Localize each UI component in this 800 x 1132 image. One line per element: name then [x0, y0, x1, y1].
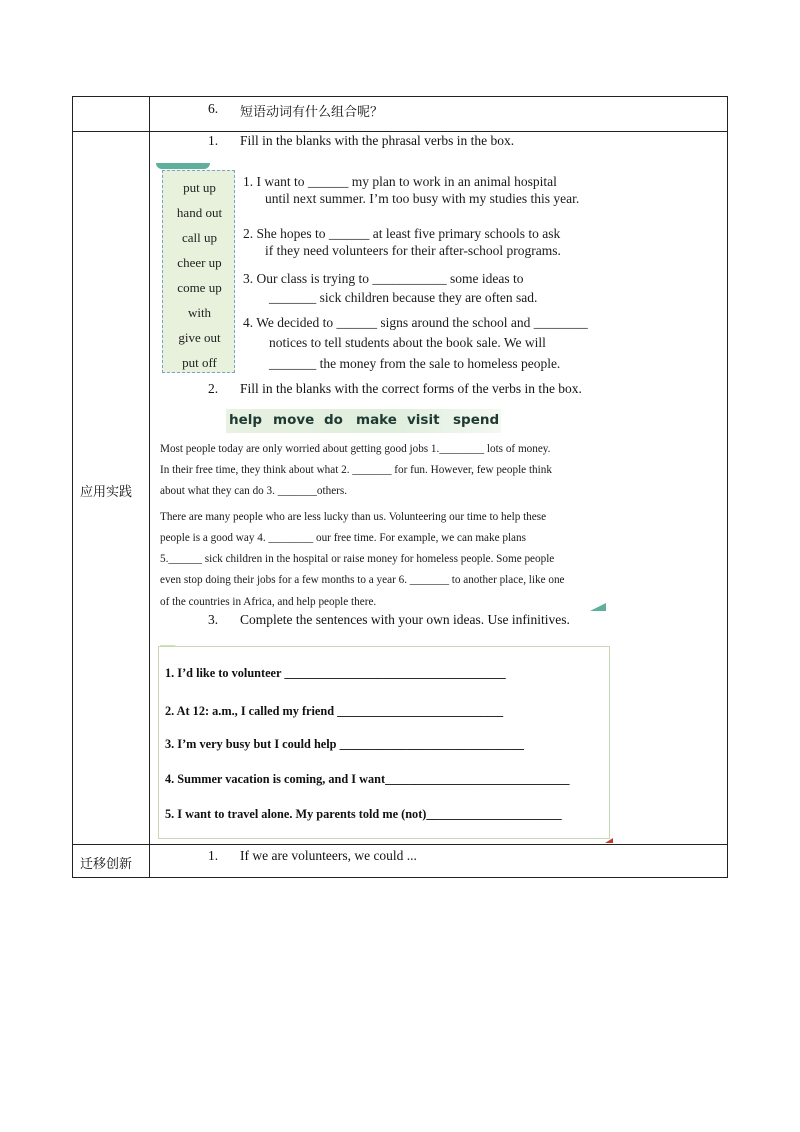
exercise-line: until next summer. I’m too busy with my studies this year. [265, 191, 580, 206]
paragraph-line: people is a good way 4. ________ our free time. For example, we can make plans [160, 532, 526, 544]
phrasal-verb-item: call up [181, 230, 217, 245]
sentence-item: 3. I’m very busy but I could help ______________________________ [165, 737, 525, 751]
paragraph-line: Most people today are only worried about getting good jobs 1.________ lots of money. [160, 443, 551, 455]
phrasal-verb-item: put up [183, 180, 216, 195]
task1-number: 1. [208, 133, 219, 148]
paragraph-line: In their free time, they think about what 2. _______ for fun. However, few people think [160, 464, 552, 476]
paragraph-line: There are many people who are less lucky than us. Volunteering our time to help these [160, 511, 547, 523]
sentence-item: 2. At 12: a.m., I called my friend ___________________________ [165, 704, 504, 718]
row3-prompt: If we are volunteers, we could ... [240, 848, 417, 863]
verb-item: move [273, 412, 315, 428]
paragraph-line: about what they can do 3. _______others. [160, 485, 348, 497]
exercise-line: 4. We decided to ______ signs around the school and ________ [243, 315, 588, 330]
row3-number: 1. [208, 848, 219, 863]
row-divider [73, 131, 727, 132]
verb-box [226, 409, 501, 433]
row-divider [73, 844, 727, 845]
task2-number: 2. [208, 381, 219, 396]
verb-item: spend [453, 412, 500, 428]
verb-item: help [229, 412, 263, 428]
paragraph-line: even stop doing their jobs for a few months to a year 6. _______ to another place, like one [160, 574, 565, 586]
section-label-transfer: 迁移创新 [80, 857, 133, 872]
sentence-item: 1. I’d like to volunteer ____________________________________ [165, 666, 506, 680]
exercise-line: notices to tell students about the book sale. We will [269, 335, 546, 350]
section-label-application: 应用实践 [80, 485, 133, 500]
exercise-line: if they need volunteers for their after-school programs. [265, 243, 561, 258]
sentence-item: 5. I want to travel alone. My parents told me (not)______________________ [165, 807, 562, 821]
phrasal-verb-item: hand out [176, 205, 223, 220]
task3-number: 3. [208, 612, 219, 627]
phrasal-verb-item: give out [178, 330, 221, 345]
task3-instruction: Complete the sentences with your own ideas. Use infinitives. [240, 612, 570, 627]
phrasal-verb-item: put off [182, 355, 217, 370]
exercise-line: 2. She hopes to ______ at least five primary schools to ask [243, 226, 561, 241]
phrasal-verb-box [162, 170, 235, 373]
column-divider [149, 97, 150, 877]
phrasal-verb-item: cheer up [177, 255, 222, 270]
sentence-item: 4. Summer vacation is coming, and I want______________________________ [165, 772, 570, 786]
exercise-line: 1. I want to ______ my plan to work in an animal hospital [243, 174, 557, 189]
decorative-corner [605, 838, 613, 843]
decorative-tab [156, 163, 210, 169]
exercise-line: 3. Our class is trying to ___________ some ideas to [243, 271, 524, 286]
exercise-line: _______ the money from the sale to homeless people. [269, 356, 561, 371]
exercise-line: _______ sick children because they are often sad. [269, 290, 538, 305]
task1-instruction: Fill in the blanks with the phrasal verbs in the box. [240, 133, 515, 148]
verb-item: visit [407, 412, 440, 428]
paragraph-line: 5.______ sick children in the hospital or raise money for homeless people. Some people [160, 553, 555, 565]
decorative-corner [590, 603, 606, 611]
row1-number: 6. [208, 101, 219, 116]
task2-instruction: Fill in the blanks with the correct forms of the verbs in the box. [240, 381, 582, 396]
verb-item: do [324, 412, 343, 428]
verb-item: make [356, 412, 397, 428]
phrasal-verb-item: with [187, 305, 212, 320]
phrasal-verb-item: come up [177, 280, 222, 295]
sentences-box [158, 646, 610, 839]
paragraph-line: of the countries in Africa, and help people there. [160, 596, 377, 608]
row1-question: 短语动词有什么组合呢？ [240, 105, 384, 120]
